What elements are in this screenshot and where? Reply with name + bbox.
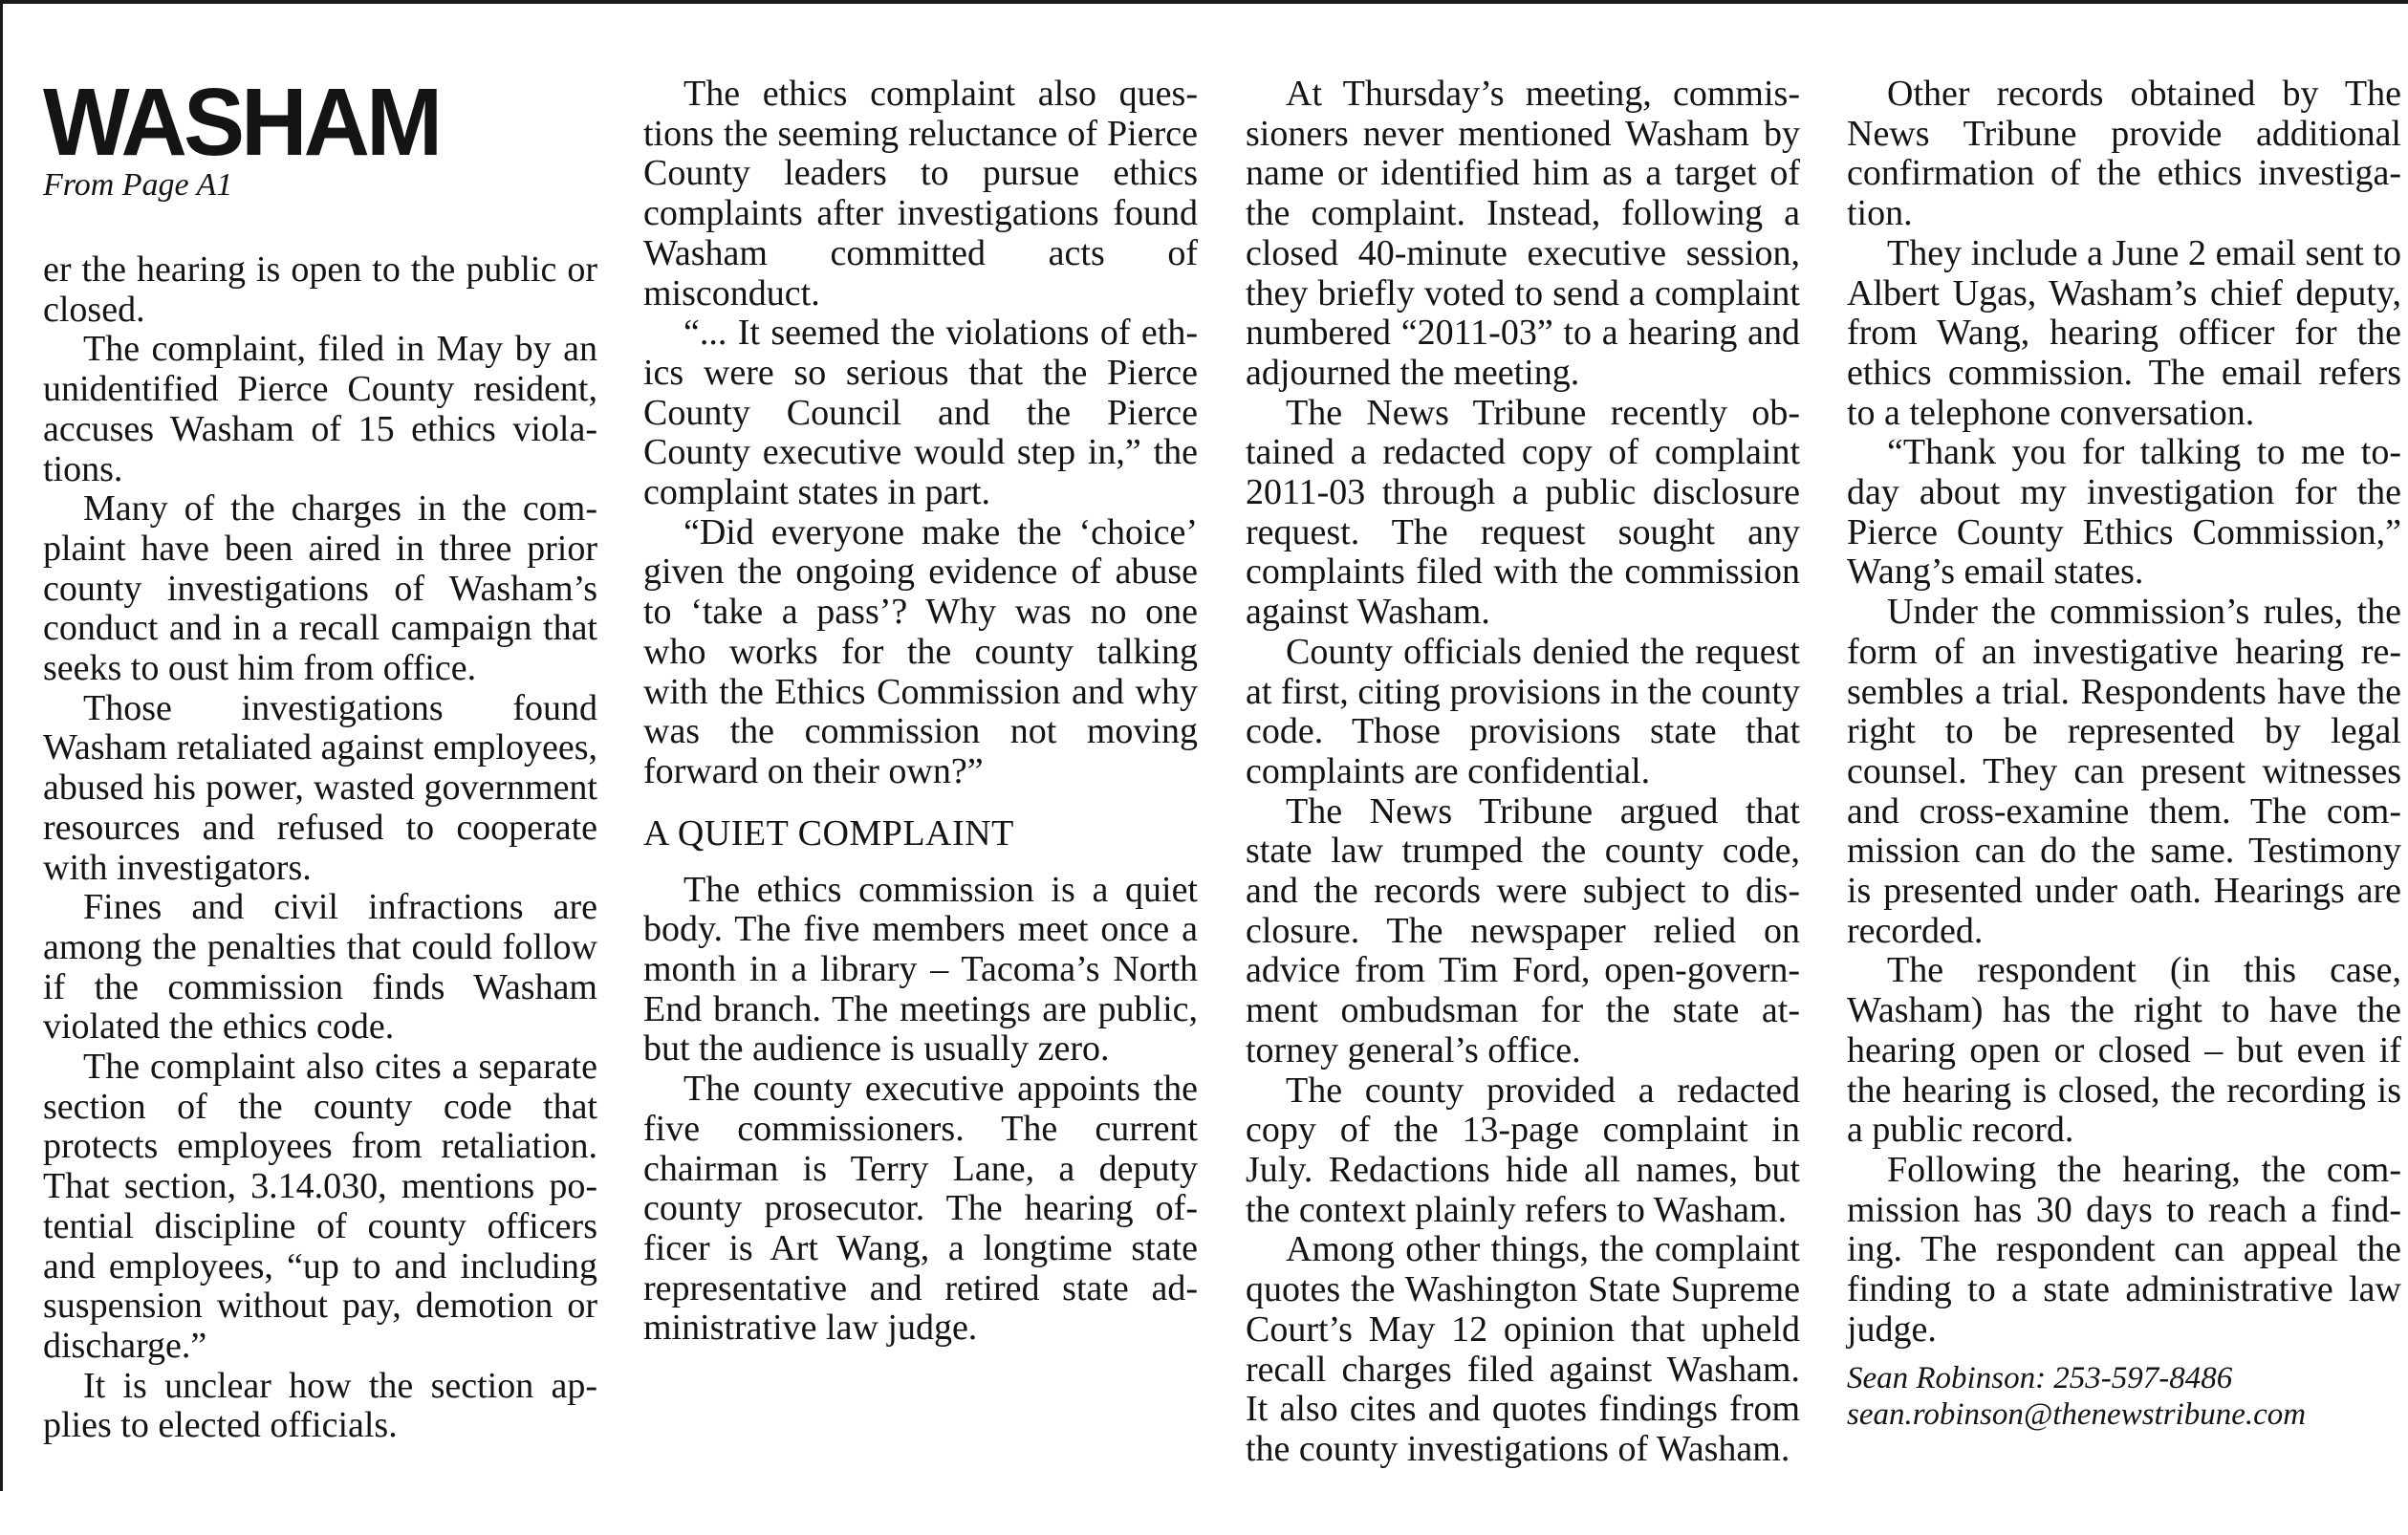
paragraph: Following the hearing, the commission has 30 days to reach a finding. The respondent can appeal the finding to a state administrative law judge. (1847, 1149, 2401, 1350)
article-headline: WASHAM (43, 69, 440, 176)
section-subhead: A QUIET COMPLAINT (643, 812, 1014, 854)
paragraph: The respondent (in this case, Washam) has the right to have the hearing open or closed – but even if the hearing is closed, the recording is a public record. (1847, 950, 2401, 1151)
paragraph: The complaint, filed in May by an unidentified Pierce County resident, accuses Washam of 15 ethics violations. (43, 329, 597, 489)
byline-email: sean.robinson@thenewstribune.com (1847, 1396, 2307, 1432)
paragraph: The News Tribune recently obtained a redacted copy of complaint 2011-03 through a public disclosure request. The request sought any complaints filed with the commission against Washam. (1246, 392, 1800, 633)
paragraph: County officials denied the request at first, citing provisions in the county code. Those provisions state that complaints are confidential. (1246, 631, 1800, 791)
paragraph: “... It seemed the violations of ethics were so serious that the Pierce County Council and the Pierce County executive would step in,” the complaint states in part. (643, 313, 1198, 513)
paragraph: Other records obtained by The News Tribune provide additional confirmation of the ethics investigation. (1847, 74, 2401, 234)
jump-line: From Page A1 (43, 167, 233, 203)
paragraph: Many of the charges in the complaint have been aired in three prior county investigations of Washam’s conduct and in a recall campaign that seeks to oust him from office. (43, 488, 597, 689)
paragraph: The complaint also cites a separate section of the county code that protects employees from retaliation. That section, 3.14.030, mentions potential discipline of county officers and employees, “up to and including suspension without pay, demotion or discharge.” (43, 1047, 597, 1366)
byline (1847, 1360, 2401, 1433)
byline-author-phone: Sean Robinson: 253-597-8486 (1847, 1360, 2233, 1395)
paragraph: The News Tribune argued that state law trumped the county code, and the records were subject to disclosure. The newspaper relied on advice from Tim Ford, open-government ombudsman for the state attorney general’s office. (1246, 790, 1800, 1070)
left-column-rule (0, 0, 3, 1491)
paragraph: The ethics commission is a quiet body. The five members meet once a month in a library – Tacoma’s North End branch. The meetings are public, but the audience is usually zero. (643, 869, 1198, 1070)
column-1 (43, 69, 597, 1446)
paragraph: It is unclear how the section applies to elected officials. (43, 1365, 597, 1446)
paragraph: er the hearing is open to the public or closed. (43, 249, 597, 330)
paragraph: Among other things, the complaint quotes the Washington State Supreme Court’s May 12 opinion that upheld recall charges filed against Washam. It also cites and quotes findings from the county investigations of Washam. (1246, 1229, 1800, 1469)
paragraph: Those investigations found Washam retaliated against employees, abused his power, wasted government resources and refused to cooperate with investigators. (43, 687, 597, 888)
paragraph: The county provided a redacted copy of the 13-page complaint in July. Redactions hide all names, but the context plainly refers to Washam. (1246, 1070, 1800, 1230)
paragraph: The county executive appoints the five commissioners. The current chairman is Terry Lane, a deputy county prosecutor. The hearing officer is Art Wang, a longtime state representative and retired state administrative law judge. (643, 1069, 1198, 1349)
paragraph: The ethics complaint also questions the seeming reluctance of Pierce County leaders to pursue ethics complaints after investigations found Washam committed acts of misconduct. (643, 74, 1198, 313)
top-rule (0, 0, 2408, 4)
column-3 (1246, 75, 1800, 1470)
paragraph: Fines and civil infractions are among the penalties that could follow if the commission finds Washam violated the ethics code. (43, 887, 597, 1048)
column-4 (1847, 75, 2401, 1433)
column-2 (643, 75, 1198, 1349)
paragraph: Under the commission’s rules, the form of an investigative hearing resembles a trial. Respondents have the right to be represented by legal counsel. They can present witnesses and cross-examine them. The commission can do the same. Testimony is presented under oath. Hearings are recorded. (1847, 592, 2401, 951)
paragraph: “Thank you for talking to me today about my investigation for the Pierce County Ethics Commission,” Wang’s email states. (1847, 432, 2401, 593)
paragraph: At Thursday’s meeting, commissioners never mentioned Washam by name or identified him as a target of the complaint. Instead, following a closed 40-minute executive session, they briefly voted to send a complaint numbered “2011-03” to a hearing and adjourned the meeting. (1246, 74, 1800, 393)
paragraph: “Did everyone make the ‘choice’ given the ongoing evidence of abuse to ‘take a pass’? Why was no one who works for the county talking with the Ethics Commission and why was the commission not moving forward on their own?” (643, 511, 1198, 791)
paragraph: They include a June 2 email sent to Albert Ugas, Washam’s chief deputy, from Wang, hearing officer for the ethics commission. The email refers to a telephone conversation. (1847, 232, 2401, 433)
